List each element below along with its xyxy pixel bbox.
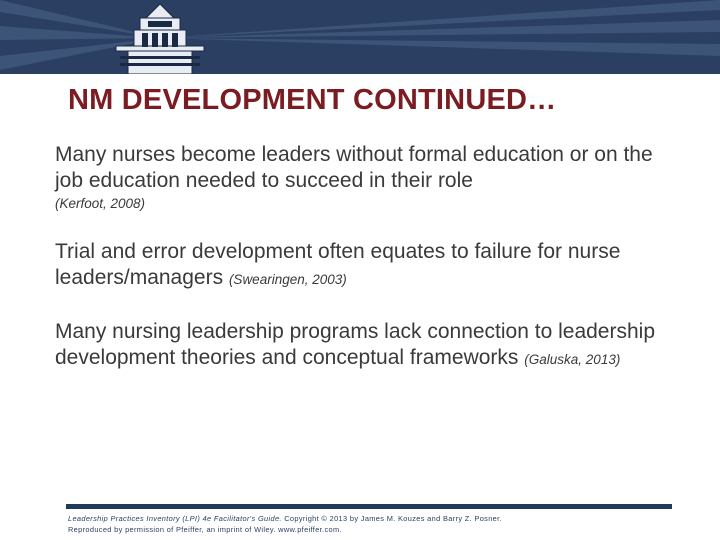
list-item [55, 319, 655, 373]
footer-divider [66, 504, 672, 509]
footer-line-1 [68, 513, 688, 524]
bullet-text: Many nurses become leaders without formal education or on the job education needed to succeed in their role [55, 143, 653, 192]
bullet-text: Trial and error development often equates to failure for nurse leaders/managers [55, 240, 621, 289]
footer-copyright-text: Copyright © 2013 by James M. Kouzes and Barry Z. Posner. [284, 514, 502, 523]
footer-line-2: Reproduced by permission of Pfeiffer, an imprint of Wiley. www.pfeiffer.com. [68, 525, 342, 534]
footer-copyright [68, 513, 688, 535]
list-item [55, 142, 655, 213]
citation: (Kerfoot, 2008) [55, 196, 146, 211]
citation: (Galuska, 2013) [524, 352, 621, 367]
bullet-list [55, 142, 655, 399]
header-banner [0, 0, 720, 74]
list-item [55, 239, 655, 293]
lighthouse-icon [0, 0, 720, 74]
bullet-text: Many nursing leadership programs lack connection to leadership development theories and conceptual frameworks [55, 320, 655, 369]
footer-book-title: Leadership Practices Inventory (LPI) 4e Facilitator's Guide. [68, 514, 282, 523]
page-title: NM DEVELOPMENT CONTINUED… [68, 84, 557, 116]
citation: (Swearingen, 2003) [228, 272, 347, 287]
